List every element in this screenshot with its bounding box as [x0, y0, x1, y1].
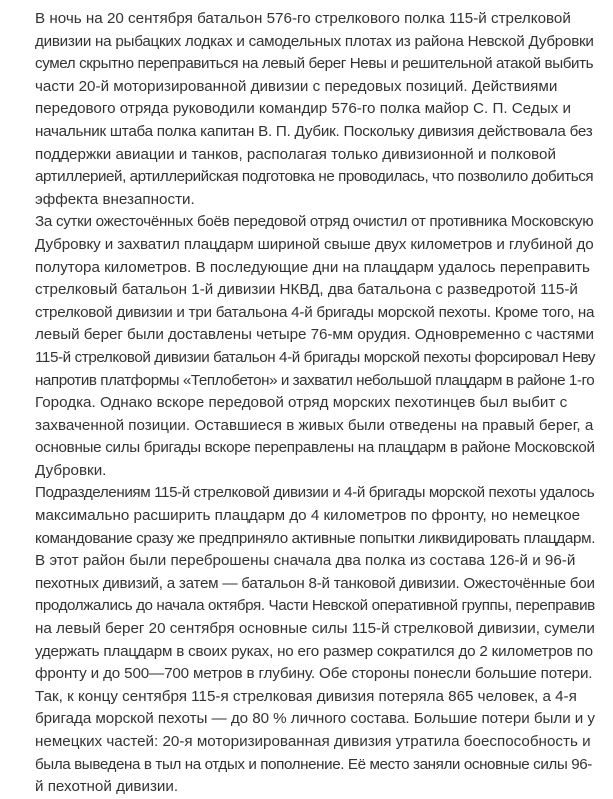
text-line: Городка. Однако вскоре передовой отряд морских пехотинцев был выбит с	[35, 394, 568, 412]
text-line: сумел скрытно переправиться на левый берег Невы и решительной атакой выбить	[35, 55, 594, 73]
text-line: стрелковой дивизии и три батальона 4-й бригады морской пехоты. Кроме того, на	[35, 303, 595, 321]
text-line: передового отряда руководили командир 576-го полка майор С. П. Седых и	[35, 100, 571, 118]
text-line: немецких частей: 20-я моторизированная дивизия утратила боеспособность и	[35, 733, 591, 750]
text-line: Так, к концу сентября 115-я стрелковая дивизия потеряла 865 человек, а 4-я	[35, 687, 577, 705]
text-line: фронту и до 500—700 метров в глубину. Обе стороны понесли большие потери.	[35, 665, 593, 683]
text-line: стрелковый батальон 1-й дивизии НКВД, два батальона с разведротой 115-й	[35, 281, 578, 299]
text-line: была выведена в тыл на отдых и пополнение. Её место заняли основные силы 96-	[35, 755, 592, 773]
text-line: удержать плацдарм в своих руках, но его размер сократился до 2 километров по	[35, 642, 593, 660]
paragraph	[35, 482, 596, 798]
article-body	[35, 8, 596, 799]
text-line: командование сразу же предприняло активные попытки ликвидировать плацдарм.	[35, 529, 596, 547]
paragraph	[35, 211, 596, 482]
text-line: на левый берег 20 сентября основные силы 115-й стрелковой дивизии, сумели	[35, 620, 595, 638]
text-line: напротив платформы «Теплобетон» и захватил небольшой плацдарм в районе 1-го	[35, 371, 595, 389]
text-line: дивизии на рыбацких лодках и самодельных плотах из района Невской Дубровки	[35, 32, 594, 50]
text-line: В этот район были переброшены сначала два полка из состава 126-й и 96-й	[35, 552, 576, 570]
text-line: начальник штаба полка капитан В. П. Дубик. Поскольку дивизия действовала без	[35, 122, 593, 140]
text-line: Дубровки.	[35, 461, 107, 479]
text-line: артиллерией, артиллерийская подготовка не проводилась, что позволило добиться	[35, 168, 594, 186]
text-line: захваченной позиции. Оставшиеся в живых были отведены на правый берег, а	[35, 416, 594, 434]
text-line: В ночь на 20 сентября батальон 576-го стрелкового полка 115-й стрелковой	[35, 10, 571, 27]
text-line: й пехотной дивизии.	[35, 778, 179, 796]
text-line: поддержки авиации и танков, располагая только дивизионной и полковой	[35, 145, 556, 163]
text-line: бригада морской пехоты — до 80 % личного состава. Большие потери были и у	[35, 710, 595, 728]
text-line: полутора километров. В последующие дни на плацдарм удалось переправить	[35, 258, 590, 276]
text-line: 115-й стрелковой дивизии батальон 4-й бригады морской пехоты форсировал Неву	[35, 348, 596, 366]
text-line: основные силы бригады вскоре переправлены на плацдарм в районе Московской	[35, 439, 595, 457]
text-line: продолжались до начала октября. Части Невской оперативной группы, переправив	[35, 597, 595, 615]
text-line: Дубровку и захватил плацдарм шириной свыше двух километров и глубиной до	[35, 235, 594, 253]
text-line: пехотных дивизий, а затем — батальон 8-й танковой дивизии. Ожесточённые бои	[35, 574, 595, 592]
text-line: За сутки ожесточённых боёв передовой отряд очистил от противника Московскую	[35, 213, 594, 231]
text-line: левый берег были доставлены четыре 76-мм орудия. Одновременно с частями	[35, 326, 594, 344]
text-line: части 20-й моторизированной дивизии с передовых позиций. Действиями	[35, 77, 558, 95]
text-line: эффекта внезапности.	[35, 190, 195, 208]
text-line: максимально расширить плацдарм до 4 километров по фронту, но немецкое	[35, 507, 581, 525]
paragraph	[35, 8, 594, 211]
text-line: Подразделениям 115-й стрелковой дивизии и 4-й бригады морской пехоты удалось	[35, 484, 595, 502]
